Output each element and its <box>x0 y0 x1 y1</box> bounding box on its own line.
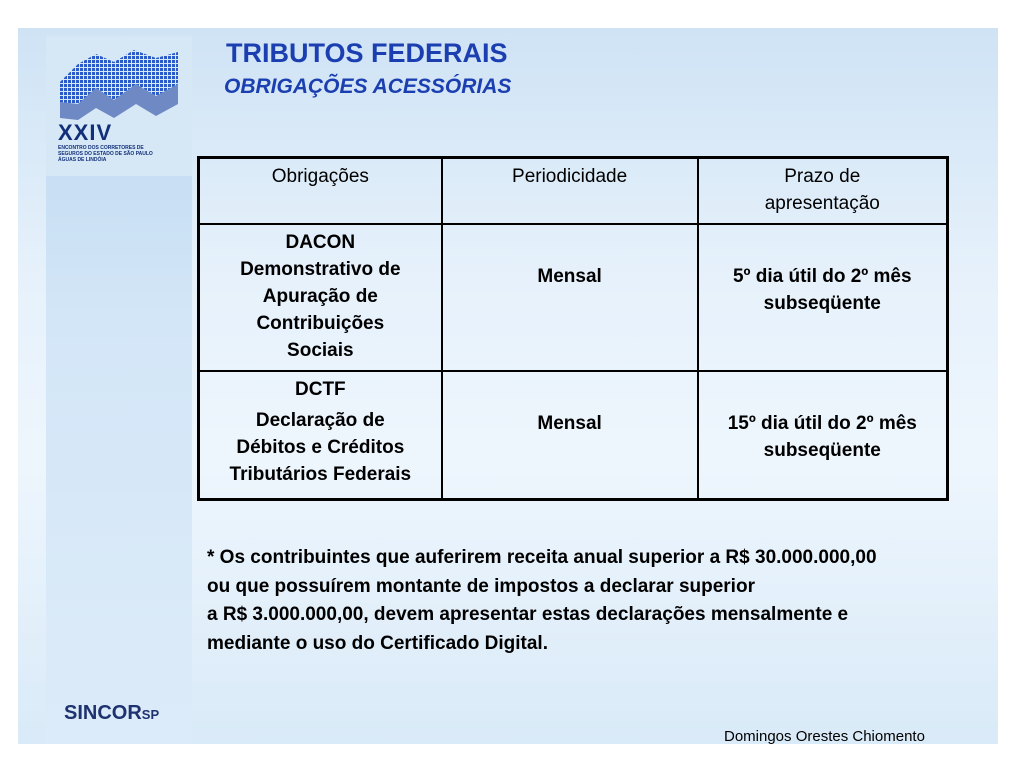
sincor-logo <box>64 702 159 725</box>
periodicity-cell: Mensal <box>442 224 698 371</box>
deadline-cell: 15º dia útil do 2º mês subseqüente <box>698 371 948 500</box>
table-header-row <box>199 158 948 224</box>
table-row <box>199 371 948 500</box>
obligation-name: DACON <box>285 231 356 253</box>
obligations-table <box>197 156 949 501</box>
header-prazo: Prazo de apresentação <box>698 158 948 224</box>
slide-title: TRIBUTOS FEDERAIS <box>226 38 508 68</box>
logo-edition: XXIV <box>58 120 113 145</box>
deadline-cell: 5º dia útil do 2º mês subseqüente <box>698 224 948 371</box>
obligation-cell: DCTF Declaração de Débitos e Créditos Tributários Federais <box>199 371 442 500</box>
obligation-name: DCTF <box>295 378 346 400</box>
event-logo-icon <box>56 44 182 122</box>
author-name: Domingos Orestes Chiomento <box>724 728 925 745</box>
header-periodicidade: Periodicidade <box>442 158 698 224</box>
header-obrigacoes: Obrigações <box>199 158 442 224</box>
sincor-brand: SINCOR <box>64 702 142 724</box>
footnote: * Os contribuintes que auferirem receita anual superior a R$ 30.000.000,00 ou que possuírem montante de impostos a declarar superior a R$ 3.000.000,00, devem apresentar estas declarações mensalmente e mediante o uso do Certificado Digital. <box>207 547 877 654</box>
logo-event-text: ENCONTRO DOS CORRETORES DE SEGUROS DO ESTADO DE SÃO PAULO ÁGUAS DE LINDÓIA <box>58 145 153 163</box>
sincor-brand-suffix: SP <box>141 707 160 722</box>
table-row <box>199 224 948 371</box>
obligation-cell: DACON Demonstrativo de Apuração de Contribuições Sociais <box>199 224 442 371</box>
periodicity-cell: Mensal <box>442 371 698 500</box>
slide-subtitle: OBRIGAÇÕES ACESSÓRIAS <box>224 75 512 98</box>
